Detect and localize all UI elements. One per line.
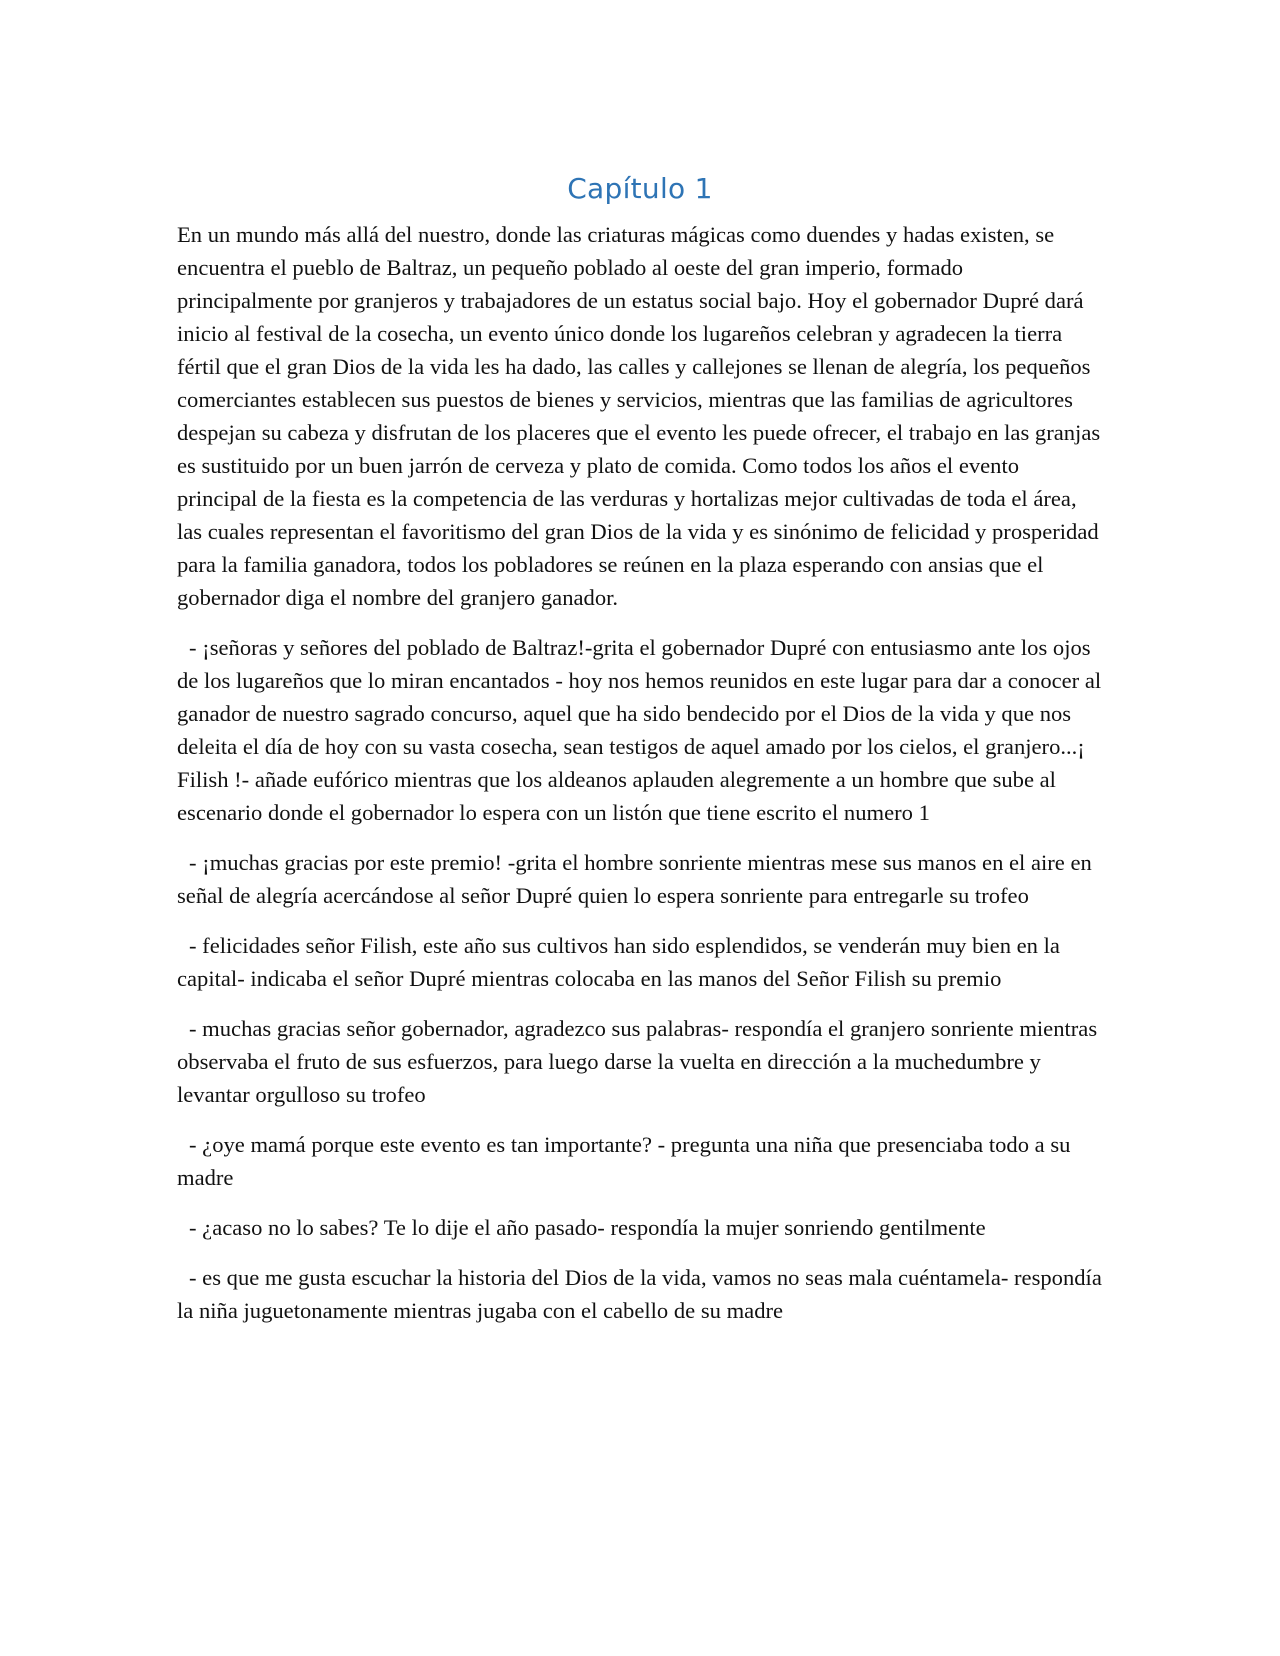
paragraph-dialogue-farmer-reply: - muchas gracias señor gobernador, agradezco sus palabras- respondía el granjero sonriente mientras observaba el fruto de sus esfuerzos, para luego darse la vuelta en dirección a la muchedumbre y levantar orgulloso su trofeo xyxy=(177,1016,1098,1107)
paragraph-dialogue-congrats: - felicidades señor Filish, este año sus cultivos han sido esplendidos, se venderán muy bien en la capital- indicaba el señor Dupré mientras colocaba en las manos del Señor Filish su premio xyxy=(177,933,1060,991)
paragraph-dialogue-governor: - ¡señoras y señores del poblado de Baltraz!-grita el gobernador Dupré con entusiasmo ante los ojos de los lugareños que lo miran encantados - hoy nos hemos reunidos en este lugar para dar a conocer al ganador de nuestro sagrado concurso, aquel que ha sido bendecido por el Dios de la vida y que nos deleita el día de hoy con su vasta cosecha, sean testigos de aquel amado por los cielos, el granjero...¡ Filish !- añade eufórico mientras que los aldeanos aplauden alegremente a un hombre que sube al escenario donde el gobernador lo espera con un listón que tiene escrito el numero 1 xyxy=(177,635,1102,825)
paragraph-dialogue-girl-request: - es que me gusta escuchar la historia del Dios de la vida, vamos no seas mala cuéntamela- respondía la niña juguetonamente mientras jugaba con el cabello de su madre xyxy=(177,1265,1102,1323)
paragraph-dialogue-filish-thanks: - ¡muchas gracias por este premio! -grita el hombre sonriente mientras mese sus manos en el aire en señal de alegría acercándose al señor Dupré quien lo espera sonriente para entregarle su trofeo xyxy=(177,850,1092,908)
document-body xyxy=(177,218,1102,1344)
paragraph-dialogue-girl-question: - ¿oye mamá porque este evento es tan importante? - pregunta una niña que presenciaba todo a su madre xyxy=(177,1132,1071,1190)
paragraph-dialogue-mother-reply: - ¿acaso no lo sabes? Te lo dije el año pasado- respondía la mujer sonriendo gentilmente xyxy=(189,1215,986,1240)
paragraph-intro: En un mundo más allá del nuestro, donde las criaturas mágicas como duendes y hadas existen, se encuentra el pueblo de Baltraz, un pequeño poblado al oeste del gran imperio, formado principalmente por granjeros y trabajadores de un estatus social bajo. Hoy el gobernador Dupré dará inicio al festival de la cosecha, un evento único donde los lugareños celebran y agradecen la tierra fértil que el gran Dios de la vida les ha dado, las calles y callejones se llenan de alegría, los pequeños comerciantes establecen sus puestos de bienes y servicios, mientras que las familias de agricultores despejan su cabeza y disfrutan de los placeres que el evento les puede ofrecer, el trabajo en las granjas es sustituido por un buen jarrón de cerveza y plato de comida. Como todos los años el evento principal de la fiesta es la competencia de las verduras y hortalizas mejor cultivadas de toda el área, las cuales representan el favoritismo del gran Dios de la vida y es sinónimo de felicidad y prosperidad para la familia ganadora, todos los pobladores se reúnen en la plaza esperando con ansias que el gobernador diga el nombre del granjero ganador. xyxy=(177,222,1101,610)
chapter-title: Capítulo 1 xyxy=(567,172,713,205)
